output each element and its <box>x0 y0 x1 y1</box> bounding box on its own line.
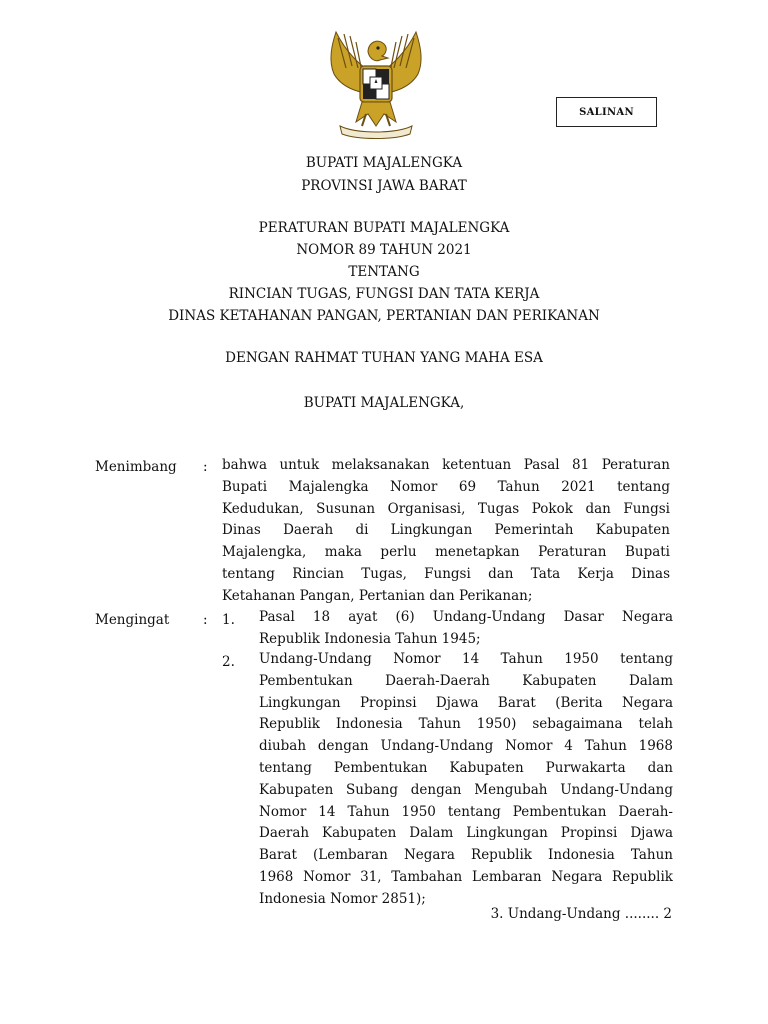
header-regent: BUPATI MAJALENGKA <box>305 155 463 171</box>
item-line: Republik Indonesia Tahun 1945; <box>259 630 481 647</box>
menimbang-line: Kedudukan, Susunan Organisasi, Tugas Pokok dan Fungsi <box>222 500 670 517</box>
regulation-number: NOMOR 89 TAHUN 2021 <box>296 242 472 258</box>
menimbang-line: Bupati Majalengka Nomor 69 Tahun 2021 tentang <box>222 478 670 495</box>
menimbang-line: bahwa untuk melaksanakan ketentuan Pasal 81 Peraturan <box>222 457 670 473</box>
item-line: 1968 Nomor 31, Tambahan Lembaran Negara Republik <box>259 868 673 885</box>
mengingat-label: Mengingat <box>95 612 170 628</box>
page-continuation: 3. Undang-Undang ........ 2 <box>490 906 672 922</box>
menimbang-colon: : <box>203 459 208 475</box>
item-line: Republik Indonesia Tahun 1950) sebagaimana telah <box>259 716 673 733</box>
item-line: tentang Pembentukan Kabupaten Purwakarta dan <box>259 759 673 776</box>
menimbang-line: Majalengka, maka perlu menetapkan Peraturan Bupati <box>222 544 670 561</box>
menimbang-line: Dinas Daerah di Lingkungan Pemerintah Kabupaten <box>222 522 670 539</box>
garuda-emblem-icon <box>316 22 436 140</box>
salinan-stamp: SALINAN <box>556 97 657 127</box>
regulation-title: PERATURAN BUPATI MAJALENGKA <box>258 220 510 236</box>
item-line: diubah dengan Undang-Undang Nomor 4 Tahun 1968 <box>259 738 673 755</box>
item-line: Nomor 14 Tahun 1950 tentang Pembentukan Daerah- <box>259 803 673 820</box>
item-line: Indonesia Nomor 2851); <box>259 890 426 907</box>
header-province: PROVINSI JAWA BARAT <box>301 178 467 194</box>
regulation-subject-line1: RINCIAN TUGAS, FUNGSI DAN TATA KERJA <box>228 286 540 302</box>
mengingat-item-number: 2. <box>222 654 235 670</box>
mengingat-item-1 <box>259 607 673 651</box>
regulation-subject-line2: DINAS KETAHANAN PANGAN, PERTANIAN DAN PERIKANAN <box>168 308 600 324</box>
item-line: Pembentukan Daerah-Daerah Kabupaten Dalam <box>259 672 673 689</box>
menimbang-line: tentang Rincian Tugas, Fungsi dan Tata Kerja Dinas <box>222 565 670 582</box>
mengingat-item-number: 1. <box>222 612 235 628</box>
item-line: Barat (Lembaran Negara Republik Indonesia Tahun <box>259 847 673 864</box>
item-line: Kabupaten Subang dengan Mengubah Undang-Undang <box>259 781 673 798</box>
menimbang-label: Menimbang <box>95 459 177 475</box>
item-line: Pasal 18 ayat (6) Undang-Undang Dasar Negara <box>259 609 673 625</box>
item-line: Lingkungan Propinsi Djawa Barat (Berita Negara <box>259 694 673 711</box>
issuer: BUPATI MAJALENGKA, <box>303 395 465 411</box>
mengingat-colon: : <box>203 612 208 628</box>
regulation-about: TENTANG <box>348 264 420 280</box>
preamble: DENGAN RAHMAT TUHAN YANG MAHA ESA <box>225 350 543 366</box>
mengingat-item-2 <box>259 649 673 911</box>
menimbang-line: Ketahanan Pangan, Pertanian dan Perikanan; <box>222 587 533 604</box>
item-line: Undang-Undang Nomor 14 Tahun 1950 tentang <box>259 651 673 667</box>
item-line: Daerah Kabupaten Dalam Lingkungan Propinsi Djawa <box>259 825 673 842</box>
menimbang-text <box>222 455 670 608</box>
